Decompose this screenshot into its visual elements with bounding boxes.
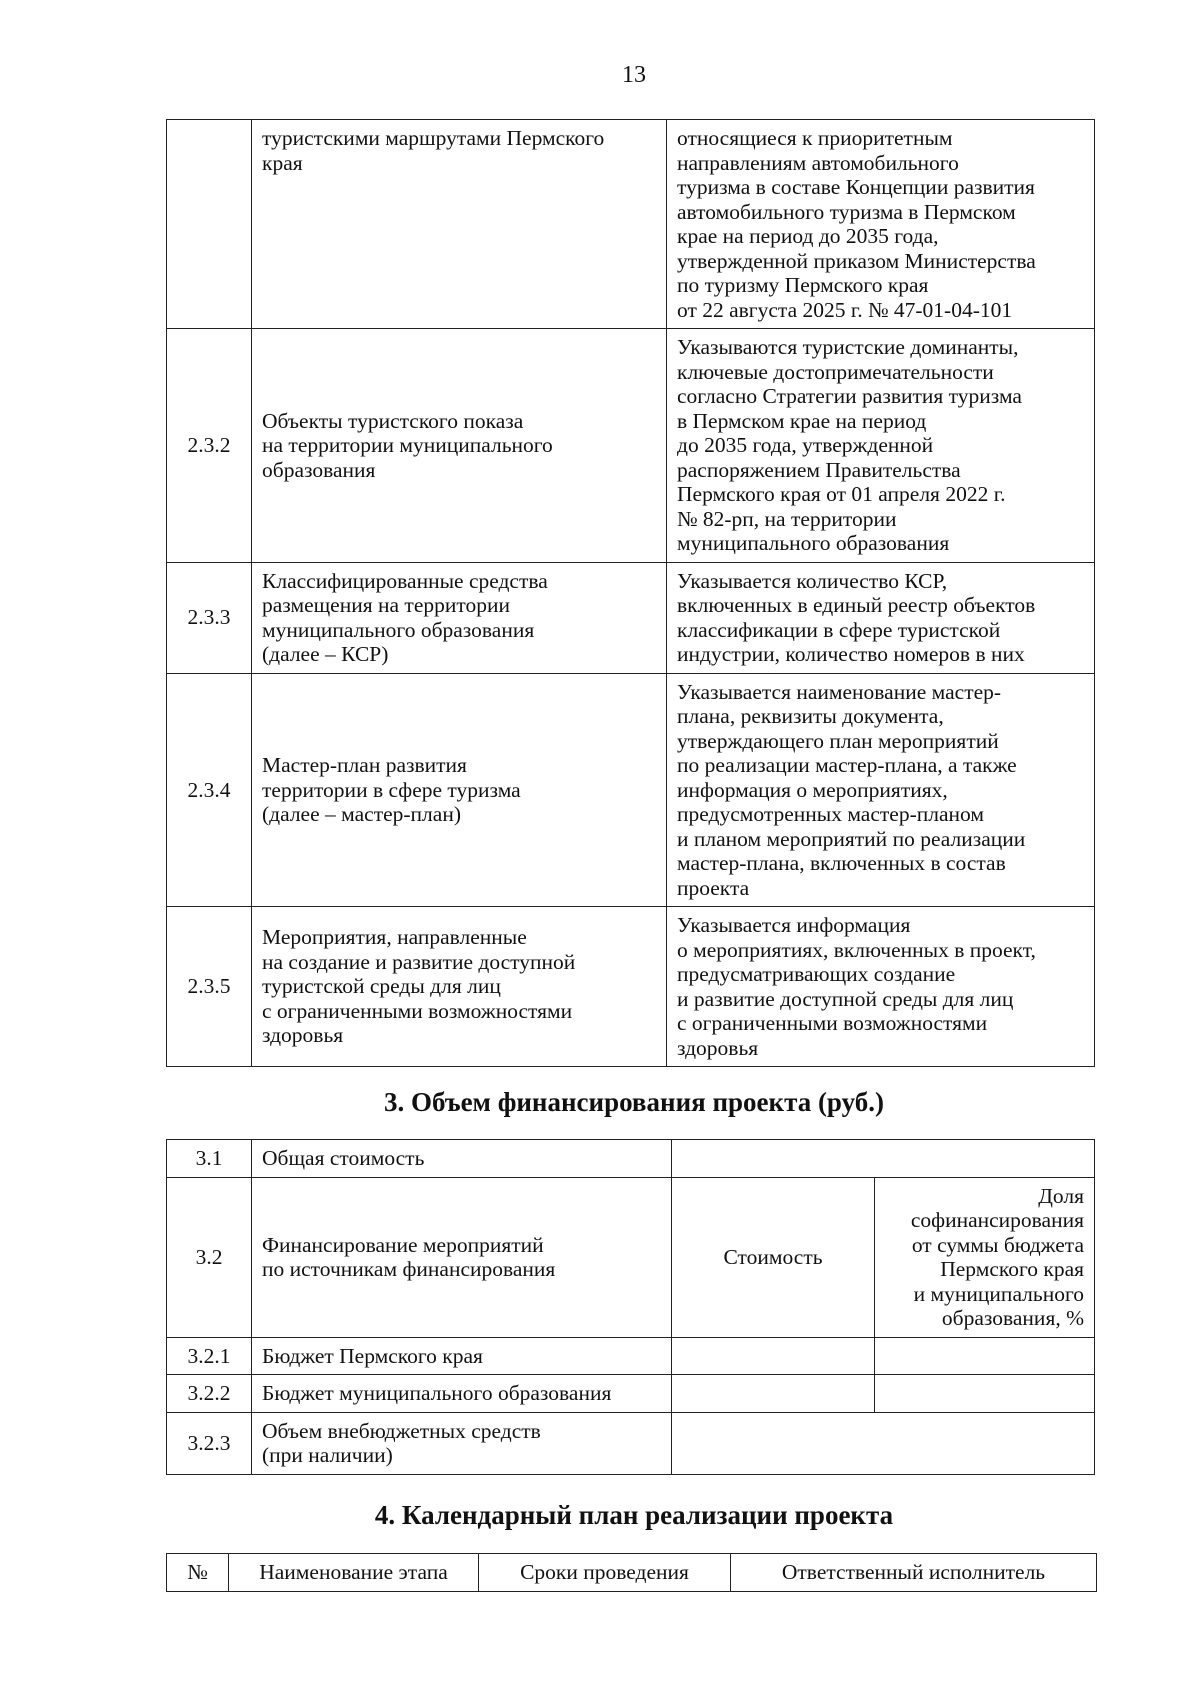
row-label: Финансирование мероприятий по источникам финансирования: [252, 1177, 672, 1337]
row-description: Указываются туристские доминанты, ключевые достопримечательности согласно Стратегии развития туризма в Пермском крае на период до 2035 года, утвержденной распоряжением Правительства Пермского края от 01 апреля 2022 г. № 82-рп, на территории муниципального образования: [667, 329, 1095, 563]
table-header-row: [167, 1554, 1097, 1592]
row-name: Классифицированные средства размещения на территории муниципального образования (далее – КСР): [252, 562, 667, 673]
row-description: Указывается наименование мастер- плана, реквизиты документа, утверждающего план мероприятий по реализации мастер-плана, а также информация о мероприятиях, предусмотренных мастер-планом и планом мероприятий по реализации мастер-плана, включенных в состав проекта: [667, 673, 1095, 907]
row-name: туристскими маршрутами Пермского края: [252, 120, 667, 329]
row-number: 3.1: [167, 1140, 252, 1178]
cost-cell: [672, 1375, 875, 1413]
row-label: Бюджет Пермского края: [252, 1337, 672, 1375]
row-name: Мастер-план развития территории в сфере туризма (далее – мастер-план): [252, 673, 667, 907]
share-cell: [875, 1337, 1095, 1375]
row-number: 2.3.3: [167, 562, 252, 673]
table-row: [167, 907, 1095, 1067]
table-row: [167, 673, 1095, 907]
row-number: 2.3.4: [167, 673, 252, 907]
row-number: 3.2.2: [167, 1375, 252, 1413]
financing-table: [166, 1139, 1095, 1475]
row-number: 2.3.2: [167, 329, 252, 563]
row-number: [167, 120, 252, 329]
row-label: Бюджет муниципального образования: [252, 1375, 672, 1413]
value-cell: [672, 1140, 1095, 1178]
row-description: относящиеся к приоритетным направлениям автомобильного туризма в составе Концепции развития автомобильного туризма в Пермском крае на период до 2035 года, утвержденной приказом Министерства по туризму Пермского края от 22 августа 2025 г. № 47-01-04-101: [667, 120, 1095, 329]
table-row: [167, 562, 1095, 673]
row-name: Объекты туристского показа на территории муниципального образования: [252, 329, 667, 563]
table-row: [167, 1140, 1095, 1178]
share-cell: [875, 1375, 1095, 1413]
column-header-stage-name: Наименование этапа: [229, 1554, 479, 1592]
column-header-number: №: [167, 1554, 229, 1592]
project-info-table: [166, 119, 1095, 1067]
row-description: Указывается информация о мероприятиях, включенных в проект, предусматривающих создание и развитие доступной среды для лиц с ограниченными возможностями здоровья: [667, 907, 1095, 1067]
row-number: 3.2.1: [167, 1337, 252, 1375]
table-row: [167, 329, 1095, 563]
share-column-header: Доля софинансирования от суммы бюджета Пермского края и муниципального образования, %: [875, 1177, 1095, 1337]
value-cell: [672, 1412, 1095, 1474]
cost-cell: [672, 1337, 875, 1375]
calendar-plan-table: [166, 1553, 1097, 1592]
column-header-responsible: Ответственный исполнитель: [731, 1554, 1097, 1592]
section-3-heading: 3. Объем финансирования проекта (руб.): [384, 1087, 884, 1117]
row-number: 3.2: [167, 1177, 252, 1337]
row-number: 2.3.5: [167, 907, 252, 1067]
row-label: Объем внебюджетных средств (при наличии): [252, 1412, 672, 1474]
cost-column-header: Стоимость: [672, 1177, 875, 1337]
table-row: [167, 1337, 1095, 1375]
page-number: 13: [622, 62, 646, 88]
table-row: [167, 1375, 1095, 1413]
table-row: [167, 1177, 1095, 1337]
row-number: 3.2.3: [167, 1412, 252, 1474]
row-name: Мероприятия, направленные на создание и развитие доступной туристской среды для лиц с ограниченными возможностями здоровья: [252, 907, 667, 1067]
column-header-dates: Сроки проведения: [479, 1554, 731, 1592]
section-4-heading: 4. Календарный план реализации проекта: [374, 1500, 894, 1530]
table-row: [167, 1412, 1095, 1474]
table-row: [167, 120, 1095, 329]
row-label: Общая стоимость: [252, 1140, 672, 1178]
row-description: Указывается количество КСР, включенных в единый реестр объектов классификации в сфере туристской индустрии, количество номеров в них: [667, 562, 1095, 673]
